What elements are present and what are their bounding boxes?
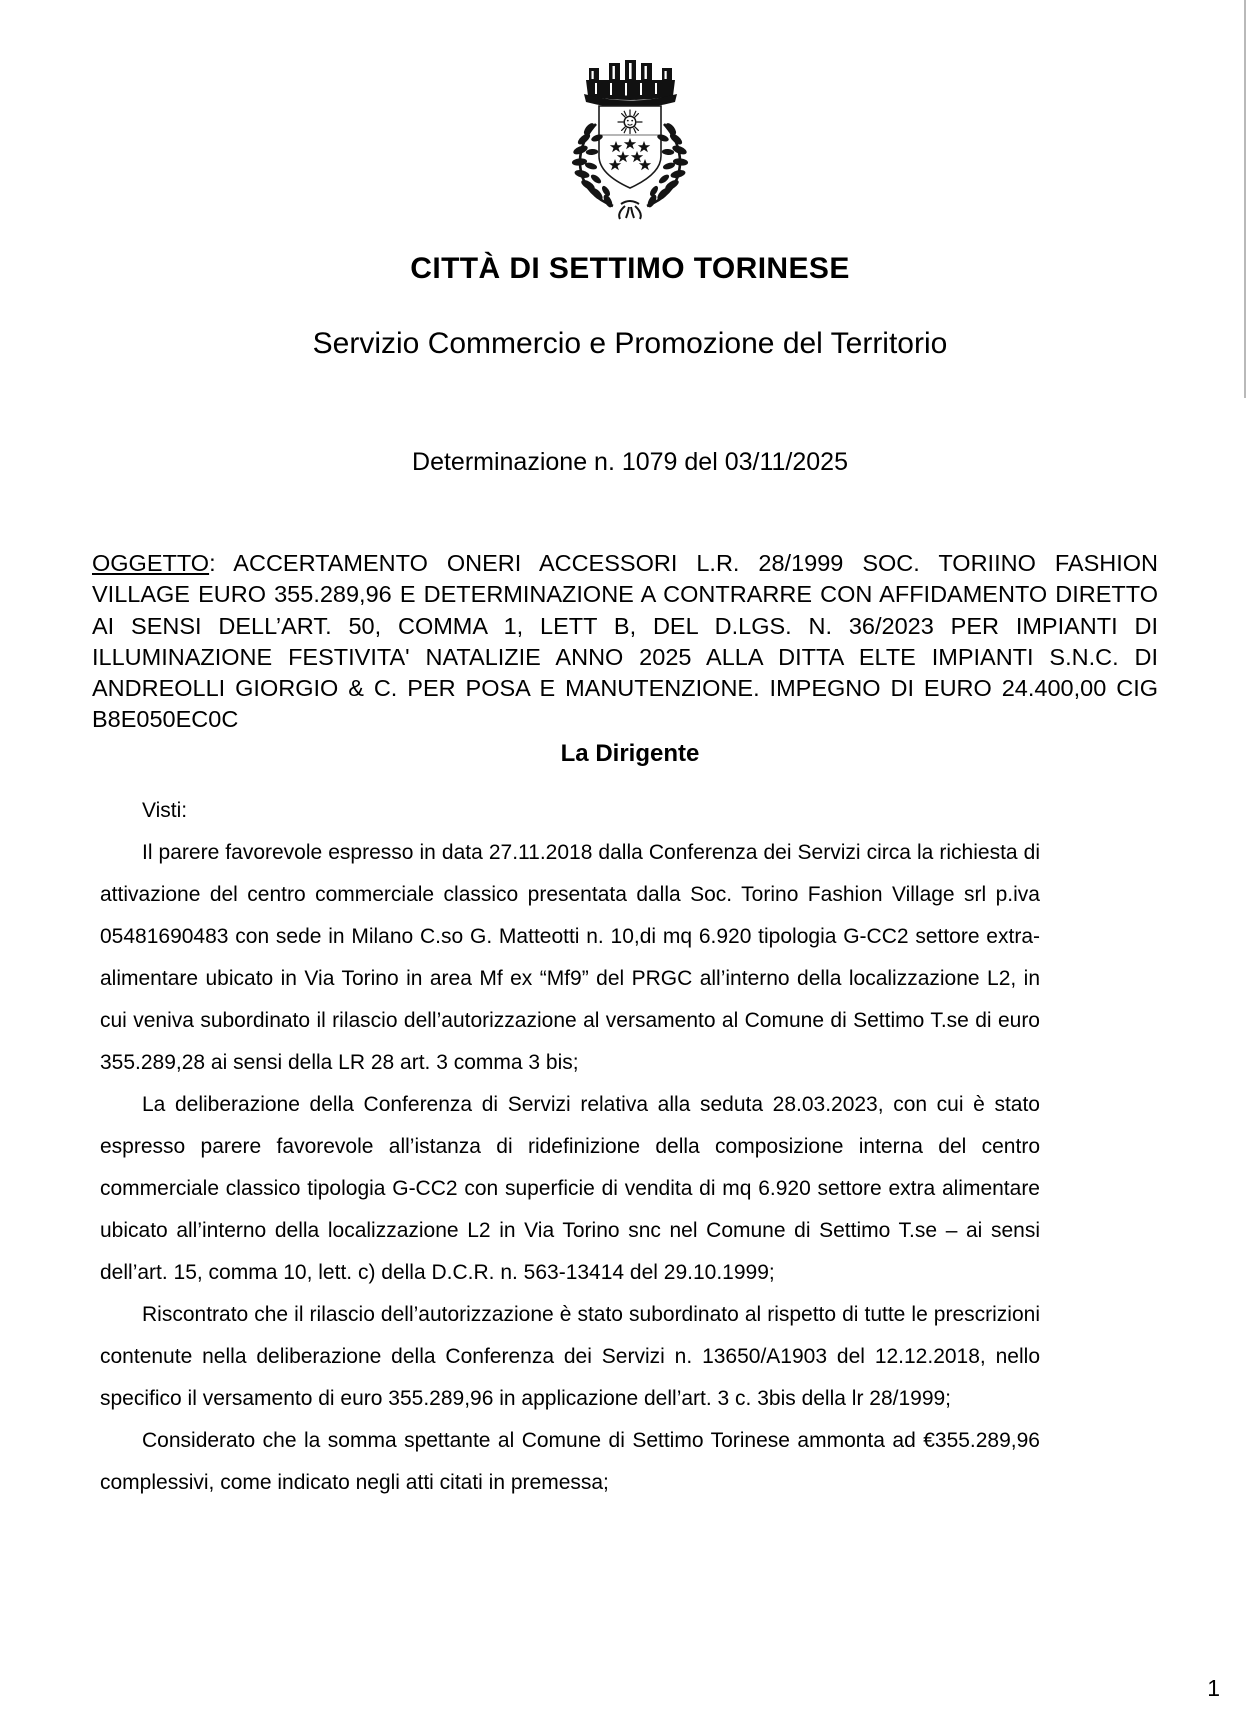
coat-of-arms-container — [0, 52, 1260, 220]
body-paragraph: Il parere favorevole espresso in data 27.11.2018 dalla Conferenza dei Servizi circa la richiesta di attivazione del centro commerciale classico presentata dalla Soc. Torino Fashion Village srl p.iva 05481690483 con sede in Milano C.so G. Matteotti n. 10,di mq 6.920 tipologia G-CC2 settore extra-alimentare ubicato in Via Torino in area Mf ex “Mf9” del PRGC all’interno della localizzazione L2, in cui veniva subordinato il rilascio dell’autorizzazione al versamento al Comune di Settimo T.se di euro 355.289,28 ai sensi della LR 28 art. 3 comma 3 bis; — [100, 841, 1040, 1074]
body-text — [100, 790, 1040, 1504]
page-subtitle: Servizio Commercio e Promozione del Territorio — [312, 326, 948, 360]
oggetto-text: ACCERTAMENTO ONERI ACCESSORI L.R. 28/1999 SOC. TORIINO FASHION VILLAGE EURO 355.289,96 E DETERMINAZIONE A CONTRARRE CON AFFIDAMENTO DIRETTO AI SENSI DELL’ART. 50, COMMA 1, LETT B, DEL D.LGS. N. 36/2023 PER IMPIANTI DI ILLUMINAZIONE FESTIVITA' NATALIZIE ANNO 2025 ALLA DITTA ELTE IMPIANTI S.N.C. DI ANDREOLLI GIORGIO & C. PER POSA E MANUTENZIONE. IMPEGNO DI EURO 24.400,00 CIG B8E050EC0C — [92, 550, 1158, 733]
coat-of-arms-icon — [555, 52, 705, 220]
title-block — [0, 252, 1260, 361]
page-title: CITTÀ DI SETTIMO TORINESE — [410, 252, 850, 285]
body-intro: Visti: — [142, 799, 188, 822]
page-number: 1 — [1207, 1675, 1220, 1701]
body-paragraph: La deliberazione della Conferenza di Servizi relativa alla seduta 28.03.2023, con cui è stato espresso parere favorevole all’istanza di ridefinizione della composizione interna del centro commerciale classico tipologia G-CC2 con superficie di vendita di mq 6.920 settore extra alimentare ubicato all’interno della localizzazione L2 in Via Torino snc nel Comune di Settimo T.se – ai sensi dell’art. 15, comma 10, lett. c) della D.C.R. n. 563-13414 del 29.10.1999; — [100, 1093, 1040, 1284]
oggetto-block — [92, 548, 1158, 736]
determination-line: Determinazione n. 1079 del 03/11/2025 — [412, 448, 848, 476]
signature-heading: La Dirigente — [560, 740, 700, 767]
body-paragraph: Considerato che la somma spettante al Comune di Settimo Torinese ammonta ad €355.289,96 complessivi, come indicato negli atti citati in premessa; — [100, 1429, 1040, 1494]
oggetto-separator: : — [209, 550, 234, 576]
body-paragraph: Riscontrato che il rilascio dell’autorizzazione è stato subordinato al rispetto di tutte le prescrizioni contenute nella deliberazione della Conferenza dei Servizi n. 13650/A1903 del 12.12.2018, nello specifico il versamento di euro 355.289,96 in applicazione dell’art. 3 c. 3bis della lr 28/1999; — [100, 1303, 1040, 1410]
oggetto-label: OGGETTO — [92, 550, 210, 576]
